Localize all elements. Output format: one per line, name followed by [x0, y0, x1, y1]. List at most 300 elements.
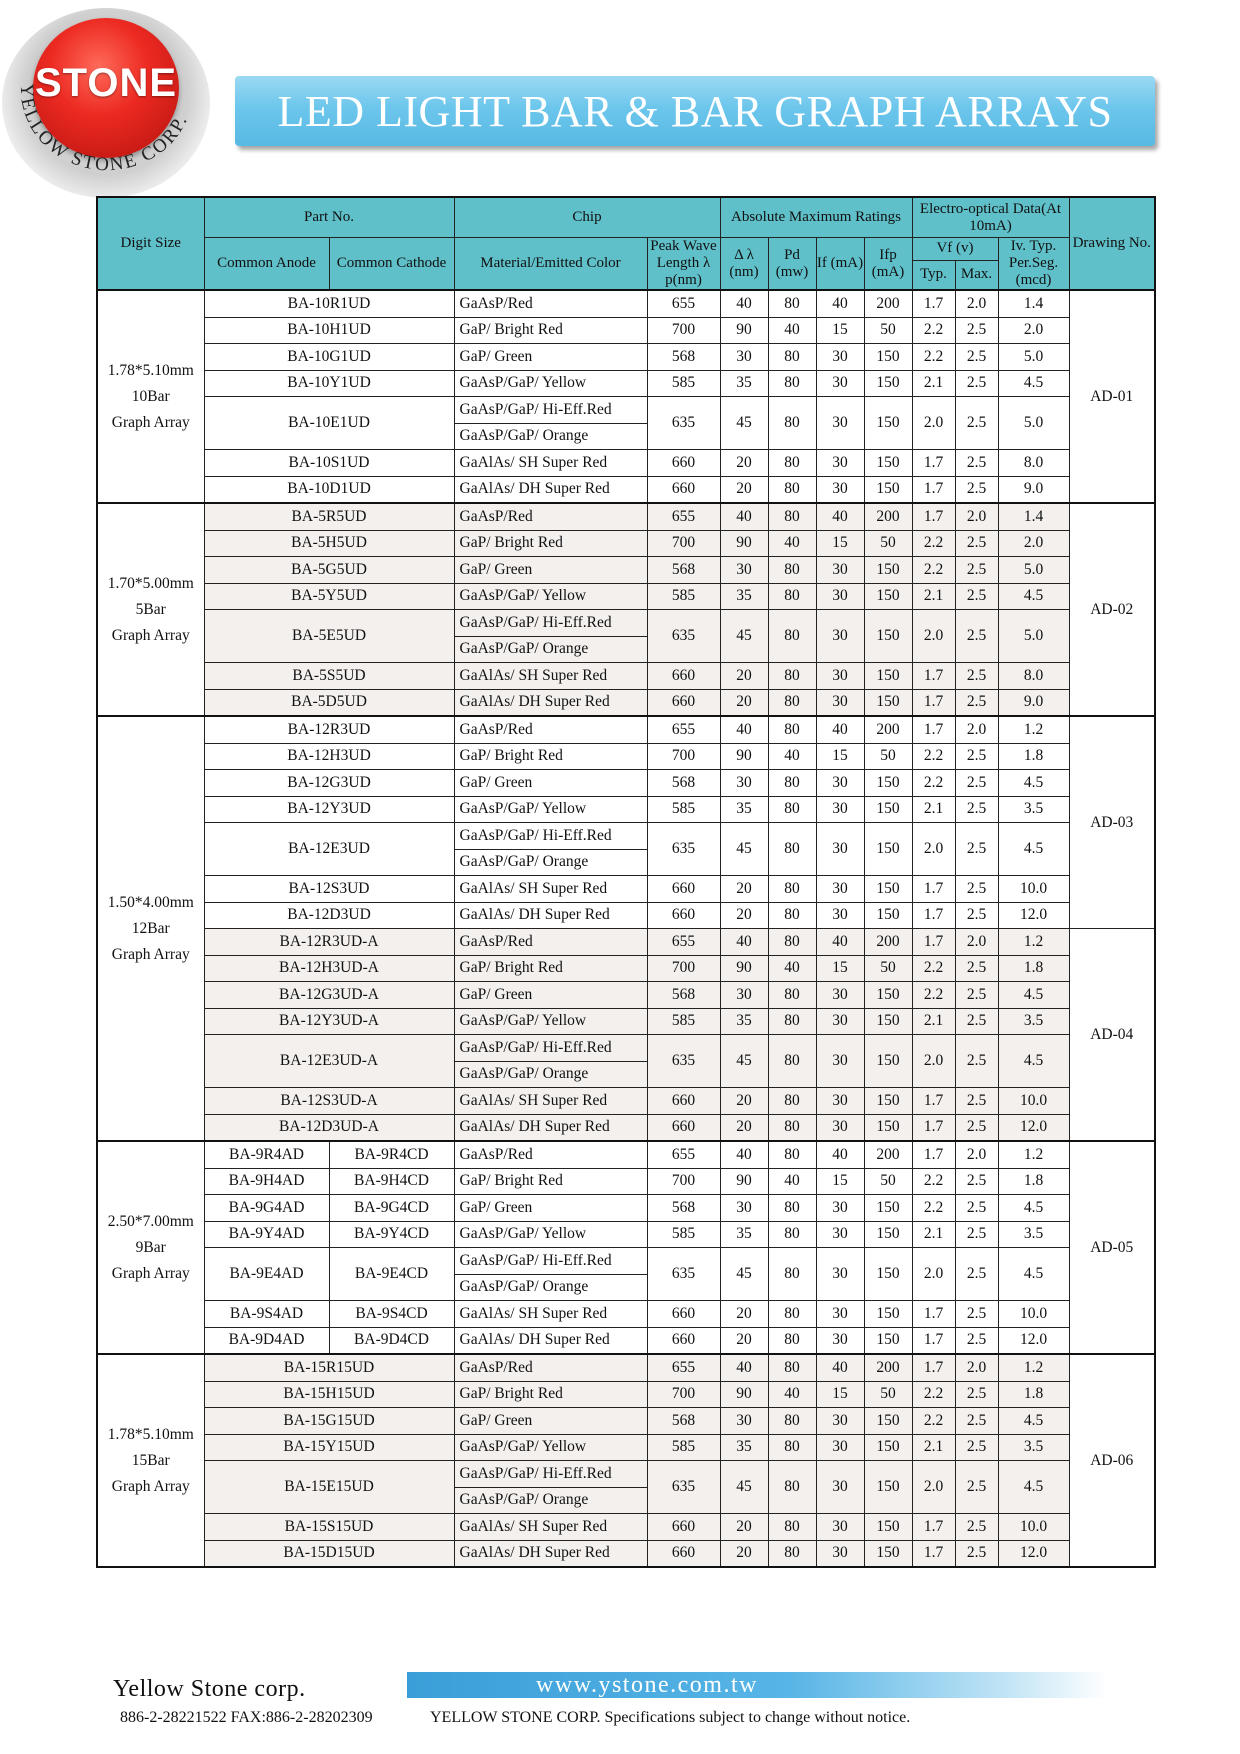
material-color: GaAsP/GaP/ Yellow — [454, 1008, 647, 1035]
table-row — [97, 397, 1155, 424]
if-value: 40 — [816, 503, 864, 530]
table-row — [97, 1514, 1155, 1541]
if-value: 15 — [816, 1168, 864, 1195]
part-no: BA-12R3UD-A — [204, 929, 454, 956]
part-no-anode: BA-9G4AD — [204, 1195, 329, 1222]
drawing-no: AD-01 — [1069, 290, 1155, 503]
table-row — [97, 1035, 1155, 1062]
material-color: GaAlAs/ DH Super Red — [454, 1327, 647, 1354]
material-color: GaAsP/GaP/ Orange — [454, 1274, 647, 1301]
iv-typ: 2.0 — [998, 530, 1069, 557]
pd-value: 80 — [768, 929, 816, 956]
pd-value: 80 — [768, 1408, 816, 1435]
part-no: BA-10Y1UD — [204, 370, 454, 397]
drawing-no: AD-02 — [1069, 503, 1155, 716]
vf-max: 2.5 — [955, 450, 998, 477]
part-no: BA-12S3UD — [204, 876, 454, 903]
vf-max: 2.5 — [955, 397, 998, 450]
if-value: 30 — [816, 1195, 864, 1222]
part-no: BA-15D15UD — [204, 1540, 454, 1567]
table-row — [97, 1088, 1155, 1115]
vf-typ: 1.7 — [912, 1301, 955, 1328]
ifp-value: 200 — [864, 290, 912, 317]
delta-lambda: 45 — [720, 823, 768, 876]
vf-max: 2.5 — [955, 796, 998, 823]
material-color: GaAsP/GaP/ Hi-Eff.Red — [454, 1248, 647, 1275]
material-color: GaAlAs/ DH Super Red — [454, 902, 647, 929]
vf-max: 2.5 — [955, 1301, 998, 1328]
digit-size-cell — [97, 716, 204, 1141]
material-color: GaAsP/Red — [454, 1141, 647, 1168]
iv-typ: 12.0 — [998, 902, 1069, 929]
vf-typ: 1.7 — [912, 716, 955, 743]
vf-typ: 2.2 — [912, 557, 955, 584]
th-common-cathode: Common Cathode — [329, 238, 454, 291]
part-no: BA-12G3UD-A — [204, 982, 454, 1009]
vf-typ: 1.7 — [912, 1354, 955, 1381]
peak-wave: 660 — [647, 1540, 720, 1567]
th-drawing-no: Drawing No. — [1069, 197, 1155, 290]
table-row — [97, 1327, 1155, 1354]
delta-lambda: 35 — [720, 1221, 768, 1248]
delta-lambda: 90 — [720, 955, 768, 982]
material-color: GaAlAs/ SH Super Red — [454, 663, 647, 690]
material-color: GaAsP/Red — [454, 1354, 647, 1381]
iv-typ: 8.0 — [998, 663, 1069, 690]
delta-lambda: 20 — [720, 1327, 768, 1354]
pd-value: 80 — [768, 716, 816, 743]
iv-typ: 4.5 — [998, 823, 1069, 876]
ifp-value: 50 — [864, 530, 912, 557]
delta-lambda: 45 — [720, 397, 768, 450]
delta-lambda: 20 — [720, 876, 768, 903]
delta-lambda: 90 — [720, 530, 768, 557]
iv-typ: 1.4 — [998, 290, 1069, 317]
peak-wave: 635 — [647, 397, 720, 450]
ifp-value: 150 — [864, 876, 912, 903]
th-peak-wave: Peak Wave Length λ p(nm) — [647, 238, 720, 291]
part-no-cathode: BA-9H4CD — [329, 1168, 454, 1195]
digit-size-line: Graph Array — [111, 945, 190, 963]
delta-lambda: 35 — [720, 1008, 768, 1035]
material-color: GaAsP/GaP/ Yellow — [454, 1434, 647, 1461]
table-row — [97, 1114, 1155, 1141]
peak-wave: 655 — [647, 503, 720, 530]
ifp-value: 200 — [864, 1141, 912, 1168]
if-value: 40 — [816, 929, 864, 956]
part-no: BA-12S3UD-A — [204, 1088, 454, 1115]
ifp-value: 150 — [864, 982, 912, 1009]
ifp-value: 150 — [864, 610, 912, 663]
part-no-anode: BA-9D4AD — [204, 1327, 329, 1354]
part-no: BA-12E3UD — [204, 823, 454, 876]
pd-value: 80 — [768, 770, 816, 797]
vf-typ: 1.7 — [912, 1141, 955, 1168]
drawing-no: AD-06 — [1069, 1354, 1155, 1567]
material-color: GaP/ Green — [454, 557, 647, 584]
vf-typ: 1.7 — [912, 689, 955, 716]
vf-typ: 2.1 — [912, 583, 955, 610]
peak-wave: 568 — [647, 770, 720, 797]
part-no: BA-12R3UD — [204, 716, 454, 743]
delta-lambda: 30 — [720, 1408, 768, 1435]
vf-max: 2.5 — [955, 1514, 998, 1541]
delta-lambda: 45 — [720, 610, 768, 663]
digit-size-cell — [97, 1141, 204, 1354]
vf-max: 2.5 — [955, 317, 998, 344]
if-value: 30 — [816, 1461, 864, 1514]
digit-size-line: 1.78*5.10mm — [107, 361, 194, 379]
peak-wave: 585 — [647, 583, 720, 610]
iv-typ: 9.0 — [998, 689, 1069, 716]
material-color: GaAsP/GaP/ Yellow — [454, 583, 647, 610]
material-color: GaP/ Bright Red — [454, 1381, 647, 1408]
vf-max: 2.0 — [955, 929, 998, 956]
footer-url: www.ystone.com.tw — [536, 1672, 758, 1698]
material-color: GaAlAs/ SH Super Red — [454, 1514, 647, 1541]
pd-value: 80 — [768, 1114, 816, 1141]
vf-typ: 1.7 — [912, 663, 955, 690]
ifp-value: 200 — [864, 1354, 912, 1381]
delta-lambda: 20 — [720, 902, 768, 929]
pd-value: 40 — [768, 743, 816, 770]
if-value: 40 — [816, 1141, 864, 1168]
peak-wave: 700 — [647, 530, 720, 557]
if-value: 40 — [816, 1354, 864, 1381]
table-row — [97, 1008, 1155, 1035]
pd-value: 80 — [768, 370, 816, 397]
vf-max: 2.5 — [955, 1088, 998, 1115]
pd-value: 80 — [768, 290, 816, 317]
page-title: LED LIGHT BAR & BAR GRAPH ARRAYS — [277, 87, 1113, 136]
pd-value: 80 — [768, 1248, 816, 1301]
vf-typ: 2.2 — [912, 982, 955, 1009]
if-value: 15 — [816, 530, 864, 557]
vf-max: 2.5 — [955, 1195, 998, 1222]
if-value: 30 — [816, 1514, 864, 1541]
vf-typ: 2.0 — [912, 823, 955, 876]
vf-typ: 2.0 — [912, 1461, 955, 1514]
digit-size-line: 15Bar — [131, 1451, 170, 1469]
digit-size-line: 10Bar — [131, 387, 170, 405]
delta-lambda: 20 — [720, 1514, 768, 1541]
pd-value: 80 — [768, 557, 816, 584]
if-value: 30 — [816, 689, 864, 716]
delta-lambda: 20 — [720, 1301, 768, 1328]
table-row — [97, 1540, 1155, 1567]
table-row — [97, 955, 1155, 982]
th-common-anode: Common Anode — [204, 238, 329, 291]
if-value: 15 — [816, 317, 864, 344]
table-row — [97, 1141, 1155, 1168]
pd-value: 80 — [768, 1540, 816, 1567]
if-value: 30 — [816, 663, 864, 690]
material-color: GaAsP/Red — [454, 290, 647, 317]
part-no: BA-10R1UD — [204, 290, 454, 317]
part-no-anode: BA-9S4AD — [204, 1301, 329, 1328]
if-value: 40 — [816, 290, 864, 317]
ifp-value: 150 — [864, 1248, 912, 1301]
digit-size-cell — [97, 290, 204, 503]
if-value: 30 — [816, 1327, 864, 1354]
ifp-value: 150 — [864, 1461, 912, 1514]
vf-typ: 2.1 — [912, 1434, 955, 1461]
iv-typ: 5.0 — [998, 344, 1069, 371]
peak-wave: 655 — [647, 929, 720, 956]
ifp-value: 150 — [864, 370, 912, 397]
material-color: GaAsP/GaP/ Orange — [454, 1061, 647, 1088]
delta-lambda: 40 — [720, 1354, 768, 1381]
ifp-value: 150 — [864, 902, 912, 929]
if-value: 30 — [816, 557, 864, 584]
peak-wave: 660 — [647, 663, 720, 690]
delta-lambda: 30 — [720, 770, 768, 797]
table-row — [97, 1168, 1155, 1195]
digit-size-line: 5Bar — [135, 600, 166, 618]
if-value: 30 — [816, 610, 864, 663]
peak-wave: 700 — [647, 1168, 720, 1195]
vf-typ: 2.2 — [912, 317, 955, 344]
vf-typ: 1.7 — [912, 503, 955, 530]
part-no-anode: BA-9R4AD — [204, 1141, 329, 1168]
vf-typ: 1.7 — [912, 1540, 955, 1567]
part-no: BA-12Y3UD-A — [204, 1008, 454, 1035]
ifp-value: 50 — [864, 743, 912, 770]
material-color: GaAsP/Red — [454, 503, 647, 530]
material-color: GaAsP/Red — [454, 716, 647, 743]
ifp-value: 150 — [864, 663, 912, 690]
part-no: BA-12G3UD — [204, 770, 454, 797]
ifp-value: 150 — [864, 1327, 912, 1354]
digit-size-line: 9Bar — [135, 1238, 166, 1256]
peak-wave: 585 — [647, 796, 720, 823]
delta-lambda: 30 — [720, 344, 768, 371]
ifp-value: 150 — [864, 1195, 912, 1222]
vf-typ: 1.7 — [912, 1514, 955, 1541]
material-color: GaAsP/GaP/ Yellow — [454, 370, 647, 397]
if-value: 30 — [816, 902, 864, 929]
pd-value: 80 — [768, 450, 816, 477]
iv-typ: 10.0 — [998, 876, 1069, 903]
digit-size-line: 1.70*5.00mm — [107, 574, 194, 592]
peak-wave: 655 — [647, 1141, 720, 1168]
peak-wave: 585 — [647, 1008, 720, 1035]
peak-wave: 660 — [647, 1114, 720, 1141]
material-color: GaP/ Green — [454, 770, 647, 797]
pd-value: 40 — [768, 955, 816, 982]
vf-max: 2.5 — [955, 1381, 998, 1408]
vf-typ: 2.1 — [912, 370, 955, 397]
ifp-value: 150 — [864, 1540, 912, 1567]
material-color: GaAlAs/ SH Super Red — [454, 1088, 647, 1115]
vf-max: 2.5 — [955, 1168, 998, 1195]
delta-lambda: 20 — [720, 1088, 768, 1115]
part-no: BA-10G1UD — [204, 344, 454, 371]
material-color: GaAlAs/ SH Super Red — [454, 1301, 647, 1328]
vf-typ: 2.2 — [912, 344, 955, 371]
delta-lambda: 40 — [720, 716, 768, 743]
vf-max: 2.5 — [955, 743, 998, 770]
part-no: BA-10H1UD — [204, 317, 454, 344]
table-row — [97, 929, 1155, 956]
vf-max: 2.0 — [955, 1141, 998, 1168]
if-value: 30 — [816, 1008, 864, 1035]
pd-value: 80 — [768, 796, 816, 823]
pd-value: 80 — [768, 1327, 816, 1354]
th-if: If (mA) — [816, 238, 864, 291]
table-row — [97, 1461, 1155, 1488]
vf-max: 2.0 — [955, 290, 998, 317]
vf-max: 2.0 — [955, 503, 998, 530]
th-electro-optical: Electro-optical Data(At 10mA) — [912, 197, 1069, 238]
part-no-anode: BA-9E4AD — [204, 1248, 329, 1301]
table-row — [97, 823, 1155, 850]
table-row — [97, 902, 1155, 929]
if-value: 30 — [816, 1540, 864, 1567]
delta-lambda: 30 — [720, 1195, 768, 1222]
vf-max: 2.5 — [955, 663, 998, 690]
if-value: 30 — [816, 583, 864, 610]
iv-typ: 4.5 — [998, 1195, 1069, 1222]
pd-value: 80 — [768, 823, 816, 876]
material-color: GaAsP/GaP/ Yellow — [454, 1221, 647, 1248]
material-color: GaP/ Bright Red — [454, 1168, 647, 1195]
material-color: GaP/ Bright Red — [454, 955, 647, 982]
if-value: 40 — [816, 716, 864, 743]
vf-typ: 1.7 — [912, 1327, 955, 1354]
pd-value: 40 — [768, 530, 816, 557]
material-color: GaAsP/GaP/ Hi-Eff.Red — [454, 1461, 647, 1488]
table-row — [97, 344, 1155, 371]
part-no-anode: BA-9Y4AD — [204, 1221, 329, 1248]
peak-wave: 660 — [647, 476, 720, 503]
part-no-cathode: BA-9D4CD — [329, 1327, 454, 1354]
peak-wave: 660 — [647, 689, 720, 716]
digit-size-line: 12Bar — [131, 919, 170, 937]
iv-typ: 9.0 — [998, 476, 1069, 503]
th-chip: Chip — [454, 197, 720, 238]
th-vf-max: Max. — [955, 260, 998, 290]
vf-typ: 1.7 — [912, 1088, 955, 1115]
if-value: 30 — [816, 1114, 864, 1141]
logo-arc-text — [0, 0, 230, 205]
th-ifp: Ifp (mA) — [864, 238, 912, 291]
vf-max: 2.5 — [955, 476, 998, 503]
vf-max: 2.5 — [955, 530, 998, 557]
iv-typ: 1.2 — [998, 1141, 1069, 1168]
iv-typ: 12.0 — [998, 1540, 1069, 1567]
ifp-value: 150 — [864, 557, 912, 584]
footer-note: YELLOW STONE CORP. Specifications subject to change without notice. — [430, 1709, 911, 1726]
vf-max: 2.5 — [955, 982, 998, 1009]
vf-max: 2.5 — [955, 1221, 998, 1248]
part-no-cathode: BA-9G4CD — [329, 1195, 454, 1222]
digit-size-line: Graph Array — [111, 1264, 190, 1282]
if-value: 15 — [816, 955, 864, 982]
peak-wave: 655 — [647, 1354, 720, 1381]
part-no-cathode: BA-9Y4CD — [329, 1221, 454, 1248]
vf-typ: 1.7 — [912, 450, 955, 477]
if-value: 15 — [816, 1381, 864, 1408]
ifp-value: 150 — [864, 1514, 912, 1541]
material-color: GaAsP/GaP/ Orange — [454, 423, 647, 450]
vf-typ: 2.2 — [912, 1168, 955, 1195]
svg-text:YELLOW STONE CORP. — [16, 83, 192, 175]
th-part-no: Part No. — [204, 197, 454, 238]
digit-size-line: 1.78*5.10mm — [107, 1425, 194, 1443]
table-row — [97, 1248, 1155, 1275]
table-row — [97, 317, 1155, 344]
iv-typ: 3.5 — [998, 1221, 1069, 1248]
if-value: 30 — [816, 982, 864, 1009]
peak-wave: 700 — [647, 317, 720, 344]
part-no: BA-12H3UD-A — [204, 955, 454, 982]
if-value: 30 — [816, 876, 864, 903]
iv-typ: 4.5 — [998, 1461, 1069, 1514]
part-no: BA-10S1UD — [204, 450, 454, 477]
digit-size-line: 1.50*4.00mm — [107, 893, 194, 911]
ifp-value: 150 — [864, 796, 912, 823]
part-no: BA-12H3UD — [204, 743, 454, 770]
pd-value: 80 — [768, 1461, 816, 1514]
table-row — [97, 1354, 1155, 1381]
pd-value: 80 — [768, 1514, 816, 1541]
peak-wave: 655 — [647, 716, 720, 743]
vf-max: 2.5 — [955, 823, 998, 876]
if-value: 30 — [816, 370, 864, 397]
vf-typ: 1.7 — [912, 902, 955, 929]
material-color: GaAlAs/ SH Super Red — [454, 450, 647, 477]
delta-lambda: 40 — [720, 1141, 768, 1168]
logo-wordmark: STONE — [34, 61, 178, 105]
table-row — [97, 476, 1155, 503]
digit-size-cell — [97, 503, 204, 716]
table-row — [97, 557, 1155, 584]
part-no: BA-5G5UD — [204, 557, 454, 584]
peak-wave: 660 — [647, 1301, 720, 1328]
material-color: GaAsP/GaP/ Orange — [454, 636, 647, 663]
material-color: GaAlAs/ DH Super Red — [454, 1540, 647, 1567]
delta-lambda: 20 — [720, 476, 768, 503]
vf-max: 2.5 — [955, 1540, 998, 1567]
delta-lambda: 45 — [720, 1461, 768, 1514]
delta-lambda: 20 — [720, 663, 768, 690]
part-no-cathode: BA-9R4CD — [329, 1141, 454, 1168]
iv-typ: 3.5 — [998, 1008, 1069, 1035]
ifp-value: 150 — [864, 1434, 912, 1461]
th-vf: Vf (v) — [912, 238, 998, 261]
table-row — [97, 503, 1155, 530]
part-no: BA-5Y5UD — [204, 583, 454, 610]
ifp-value: 200 — [864, 929, 912, 956]
th-digit-size: Digit Size — [97, 197, 204, 290]
ifp-value: 50 — [864, 317, 912, 344]
digit-size-cell — [97, 1354, 204, 1567]
iv-typ: 4.5 — [998, 1248, 1069, 1301]
iv-typ: 1.8 — [998, 1168, 1069, 1195]
peak-wave: 568 — [647, 344, 720, 371]
th-vf-typ: Typ. — [912, 260, 955, 290]
material-color: GaAsP/GaP/ Orange — [454, 849, 647, 876]
table-row — [97, 716, 1155, 743]
if-value: 30 — [816, 1248, 864, 1301]
peak-wave: 568 — [647, 1408, 720, 1435]
table-row — [97, 290, 1155, 317]
spec-table — [96, 196, 1156, 1568]
peak-wave: 585 — [647, 1434, 720, 1461]
pd-value: 80 — [768, 1035, 816, 1088]
vf-typ: 2.1 — [912, 1008, 955, 1035]
